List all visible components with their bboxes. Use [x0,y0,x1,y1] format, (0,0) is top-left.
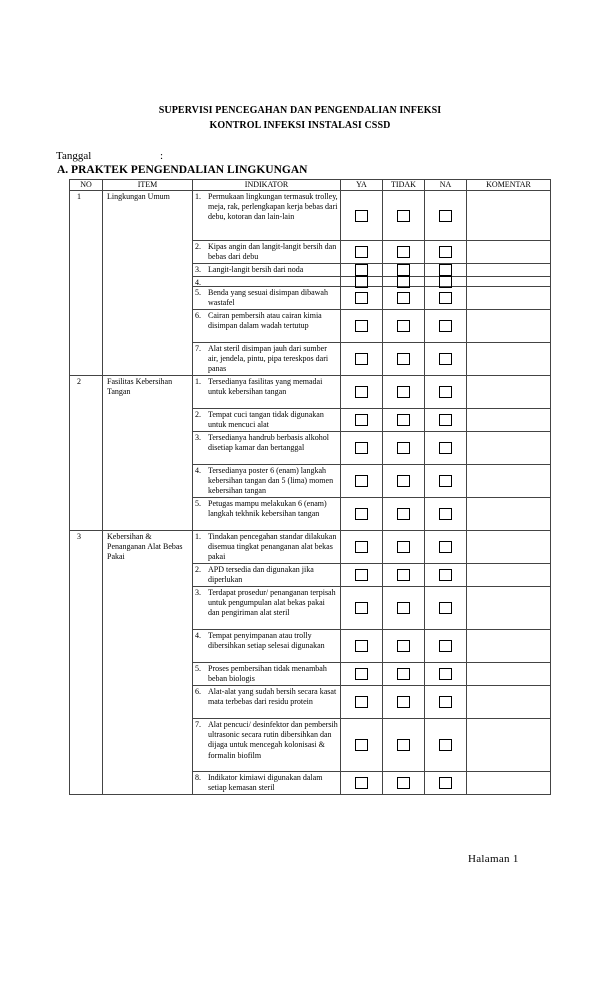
comment-cell[interactable] [467,409,551,432]
indicator-cell [193,277,341,287]
indicator-cell [193,587,341,630]
cell-tidak [383,663,425,686]
cell-ya [341,409,383,432]
checkbox-tidak[interactable] [397,246,410,258]
checkbox-na[interactable] [439,353,452,365]
cell-na [425,409,467,432]
indicator-number: 2. [195,565,201,574]
cell-tidak [383,587,425,630]
indicator-text: Kipas angin dan langit-langit bersih dan bebas dari debu [208,242,337,262]
indicator-cell [193,310,341,343]
cell-na [425,191,467,241]
comment-cell[interactable] [467,531,551,564]
cell-na [425,376,467,409]
table-row [70,376,551,409]
checkbox-tidak[interactable] [397,508,410,520]
indicator-number: 6. [195,687,201,696]
indicator-cell [193,191,341,241]
indicator-cell [193,772,341,795]
checkbox-na[interactable] [439,541,452,553]
indicator-number: 8. [195,773,201,782]
indicator-cell [193,686,341,719]
table-header-row [70,180,551,191]
indicator-cell [193,241,341,264]
cell-ya [341,564,383,587]
cell-tidak [383,191,425,241]
indicator-number: 1. [195,192,201,201]
cell-ya [341,498,383,531]
indicator-text: Langit-langit bersih dari noda [208,265,304,274]
checkbox-tidak[interactable] [397,210,410,222]
comment-cell[interactable] [467,719,551,772]
checkbox-ya[interactable] [355,292,368,304]
indicator-cell [193,376,341,409]
indicator-text: Benda yang sesuai disimpan dibawah wastafel [208,288,328,308]
indicator-cell [193,719,341,772]
indicator-number: 5. [195,664,201,673]
indicator-text: Proses pembersihan tidak menambah beban biologis [208,664,327,684]
cell-ya [341,432,383,465]
cell-tidak [383,498,425,531]
indicator-text: Tersedianya handrub berbasis alkohol disetiap kamar dan bertanggal [208,433,329,453]
cell-na [425,498,467,531]
indicator-text: Tersedianya poster 6 (enam) langkah kebersihan tangan dan 5 (lima) momen kebersihan tangan [208,466,334,496]
checkbox-ya[interactable] [355,602,368,614]
checkbox-na[interactable] [439,210,452,222]
cell-na [425,772,467,795]
checkbox-na[interactable] [439,739,452,751]
cell-tidak [383,719,425,772]
cell-tidak [383,564,425,587]
indicator-text: Petugas mampu melakukan 6 (enam) langkah tekhnik kebersihan tangan [208,499,327,519]
indicator-number: 4. [195,466,201,475]
cell-tidak [383,287,425,310]
indicator-number: 3. [195,265,201,274]
comment-cell[interactable] [467,264,551,277]
checkbox-na[interactable] [439,292,452,304]
column-header-ya: YA [341,180,383,191]
indicator-text: Tempat cuci tangan tidak digunakan untuk mencuci alat [208,410,324,430]
indicator-text: Alat steril disimpan jauh dari sumber air, jendela, pintu, pipa tereskpos dari panas [208,344,329,374]
checklist-table [69,179,551,795]
cell-tidak [383,531,425,564]
cell-ya [341,630,383,663]
indicator-cell [193,498,341,531]
cell-na [425,719,467,772]
table-row [70,531,551,564]
indicator-text: Permukaan lingkungan termasuk trolley, meja, rak, perlengkapan kerja bebas dari debu, kotoran dan lain-lain [208,192,338,222]
cell-ya [341,587,383,630]
checkbox-ya[interactable] [355,475,368,487]
checkbox-na[interactable] [439,696,452,708]
row-number: 1 [70,191,103,376]
cell-ya [341,191,383,241]
indicator-text: Indikator kimiawi digunakan dalam setiap kemasan steril [208,773,323,793]
indicator-number: 1. [195,377,201,386]
checkbox-tidak[interactable] [397,739,410,751]
checkbox-ya[interactable] [355,696,368,708]
checkbox-tidak[interactable] [397,475,410,487]
section-title: A. PRAKTEK PENGENDALIAN LINGKUNGAN [57,164,308,176]
checkbox-na[interactable] [439,508,452,520]
cell-ya [341,376,383,409]
cell-na [425,277,467,287]
cell-na [425,287,467,310]
indicator-text: APD tersedia dan digunakan jika diperlukan [208,565,314,585]
checkbox-na[interactable] [439,569,452,581]
checkbox-tidak[interactable] [397,569,410,581]
checkbox-na[interactable] [439,264,452,276]
indicator-number: 5. [195,288,201,297]
checkbox-tidak[interactable] [397,264,410,276]
cell-na [425,241,467,264]
cell-na [425,663,467,686]
cell-na [425,564,467,587]
comment-cell[interactable] [467,376,551,409]
comment-cell[interactable] [467,686,551,719]
comment-cell[interactable] [467,663,551,686]
checkbox-ya[interactable] [355,640,368,652]
row-number: 3 [70,531,103,795]
checkbox-ya[interactable] [355,668,368,680]
cell-ya [341,465,383,498]
cell-na [425,531,467,564]
checkbox-tidak[interactable] [397,668,410,680]
cell-na [425,343,467,376]
cell-tidak [383,409,425,432]
cell-tidak [383,630,425,663]
checkbox-tidak[interactable] [397,541,410,553]
indicator-number: 2. [195,242,201,251]
cell-na [425,630,467,663]
indicator-number: 5. [195,499,201,508]
indicator-number: 3. [195,433,201,442]
cell-na [425,686,467,719]
indicator-number: 4. [195,278,201,287]
indicator-number: 3. [195,588,201,597]
cell-ya [341,531,383,564]
checkbox-tidak[interactable] [397,320,410,332]
indicator-number: 7. [195,344,201,353]
tanggal-colon: : [160,150,164,162]
cell-ya [341,663,383,686]
checkbox-tidak[interactable] [397,696,410,708]
indicator-number: 4. [195,631,201,640]
checkbox-na[interactable] [439,386,452,398]
tanggal-field [56,150,164,162]
column-header-komentar: KOMENTAR [467,180,551,191]
indicator-number: 7. [195,720,201,729]
indicator-cell [193,409,341,432]
comment-cell[interactable] [467,498,551,531]
checkbox-na[interactable] [439,475,452,487]
item-cell: Lingkungan Umum [103,191,193,376]
checkbox-ya[interactable] [355,386,368,398]
checkbox-na[interactable] [439,777,452,789]
checkbox-tidak[interactable] [397,414,410,426]
indicator-text: Tindakan pencegahan standar dilakukan disemua tingkat penanganan alat bekas pakai [208,532,337,562]
indicator-text: Cairan pembersih atau cairan kimia disimpan dalam wadah tertutup [208,311,322,331]
indicator-text: Alat-alat yang sudah bersih secara kasat mata terbebas dari residu protein [208,687,337,707]
page-number: Halaman 1 [468,853,519,865]
cell-ya [341,287,383,310]
checkbox-ya[interactable] [355,264,368,276]
checkbox-na[interactable] [439,246,452,258]
checkbox-ya[interactable] [355,777,368,789]
cell-na [425,432,467,465]
checkbox-na[interactable] [439,602,452,614]
checkbox-na[interactable] [439,442,452,454]
checkbox-tidak[interactable] [397,353,410,365]
cell-tidak [383,376,425,409]
indicator-cell [193,531,341,564]
comment-cell[interactable] [467,191,551,241]
checkbox-tidak[interactable] [397,292,410,304]
comment-cell[interactable] [467,277,551,287]
cell-na [425,465,467,498]
cell-tidak [383,465,425,498]
checkbox-tidak[interactable] [397,777,410,789]
checkbox-ya[interactable] [355,569,368,581]
item-cell: Kebersihan & Penanganan Alat Bebas Pakai [103,531,193,795]
indicator-cell [193,287,341,310]
form-subtitle: KONTROL INFEKSI INSTALASI CSSD [209,120,391,131]
checkbox-ya[interactable] [355,246,368,258]
checkbox-tidak[interactable] [397,602,410,614]
comment-cell[interactable] [467,310,551,343]
cell-tidak [383,343,425,376]
indicator-text: Alat pencuci/ desinfektor dan pembersih ultrasonic secara rutin dibersihkan dan dijaga untuk mencegah kolonisasi & formalin biofilm [208,720,338,760]
column-header-na: NA [425,180,467,191]
checkbox-ya[interactable] [355,210,368,222]
item-cell: Fasilitas Kebersihan Tangan [103,376,193,531]
cell-tidak [383,772,425,795]
checkbox-ya[interactable] [355,442,368,454]
cell-ya [341,241,383,264]
cell-na [425,310,467,343]
checkbox-ya[interactable] [355,739,368,751]
cell-ya [341,719,383,772]
checkbox-tidak[interactable] [397,386,410,398]
checkbox-na[interactable] [439,414,452,426]
checkbox-tidak[interactable] [397,640,410,652]
checkbox-ya[interactable] [355,320,368,332]
comment-cell[interactable] [467,564,551,587]
indicator-text: Tersedianya fasilitas yang memadai untuk kebersihan tangan [208,377,323,397]
row-number: 2 [70,376,103,531]
indicator-cell [193,564,341,587]
comment-cell[interactable] [467,287,551,310]
cell-tidak [383,241,425,264]
indicator-text: Tempat penyimpanan atau trolly dibersihkan setiap selesai digunakan [208,631,325,651]
column-header-item: ITEM [103,180,193,191]
cell-tidak [383,277,425,287]
cell-ya [341,310,383,343]
column-header-no: NO [70,180,103,191]
comment-cell[interactable] [467,772,551,795]
checkbox-na[interactable] [439,668,452,680]
indicator-cell [193,465,341,498]
cell-ya [341,686,383,719]
checkbox-ya[interactable] [355,353,368,365]
indicator-text: Terdapat prosedur/ penanganan terpisah untuk pengumpulan alat bekas pakai dan pengiriman alat steril [208,588,336,618]
indicator-cell [193,630,341,663]
indicator-number: 2. [195,410,201,419]
indicator-cell [193,663,341,686]
checkbox-na[interactable] [439,320,452,332]
indicator-number: 6. [195,311,201,320]
checkbox-na[interactable] [439,640,452,652]
column-header-tidak: TIDAK [383,180,425,191]
comment-cell[interactable] [467,587,551,630]
comment-cell[interactable] [467,241,551,264]
cell-ya [341,277,383,287]
cell-na [425,587,467,630]
column-header-indikator: INDIKATOR [193,180,341,191]
comment-cell[interactable] [467,465,551,498]
cell-tidak [383,686,425,719]
cell-ya [341,772,383,795]
comment-cell[interactable] [467,343,551,376]
tanggal-label: Tanggal [56,150,92,162]
indicator-cell [193,343,341,376]
cell-ya [341,343,383,376]
table-row [70,191,551,241]
comment-cell[interactable] [467,630,551,663]
form-title: SUPERVISI PENCEGAHAN DAN PENGENDALIAN INFEKSI [158,105,442,116]
checkbox-ya[interactable] [355,508,368,520]
indicator-number: 1. [195,532,201,541]
cell-tidak [383,432,425,465]
checkbox-tidak[interactable] [397,442,410,454]
checkbox-ya[interactable] [355,414,368,426]
indicator-cell [193,264,341,277]
comment-cell[interactable] [467,432,551,465]
cell-tidak [383,310,425,343]
indicator-cell [193,432,341,465]
checkbox-ya[interactable] [355,541,368,553]
